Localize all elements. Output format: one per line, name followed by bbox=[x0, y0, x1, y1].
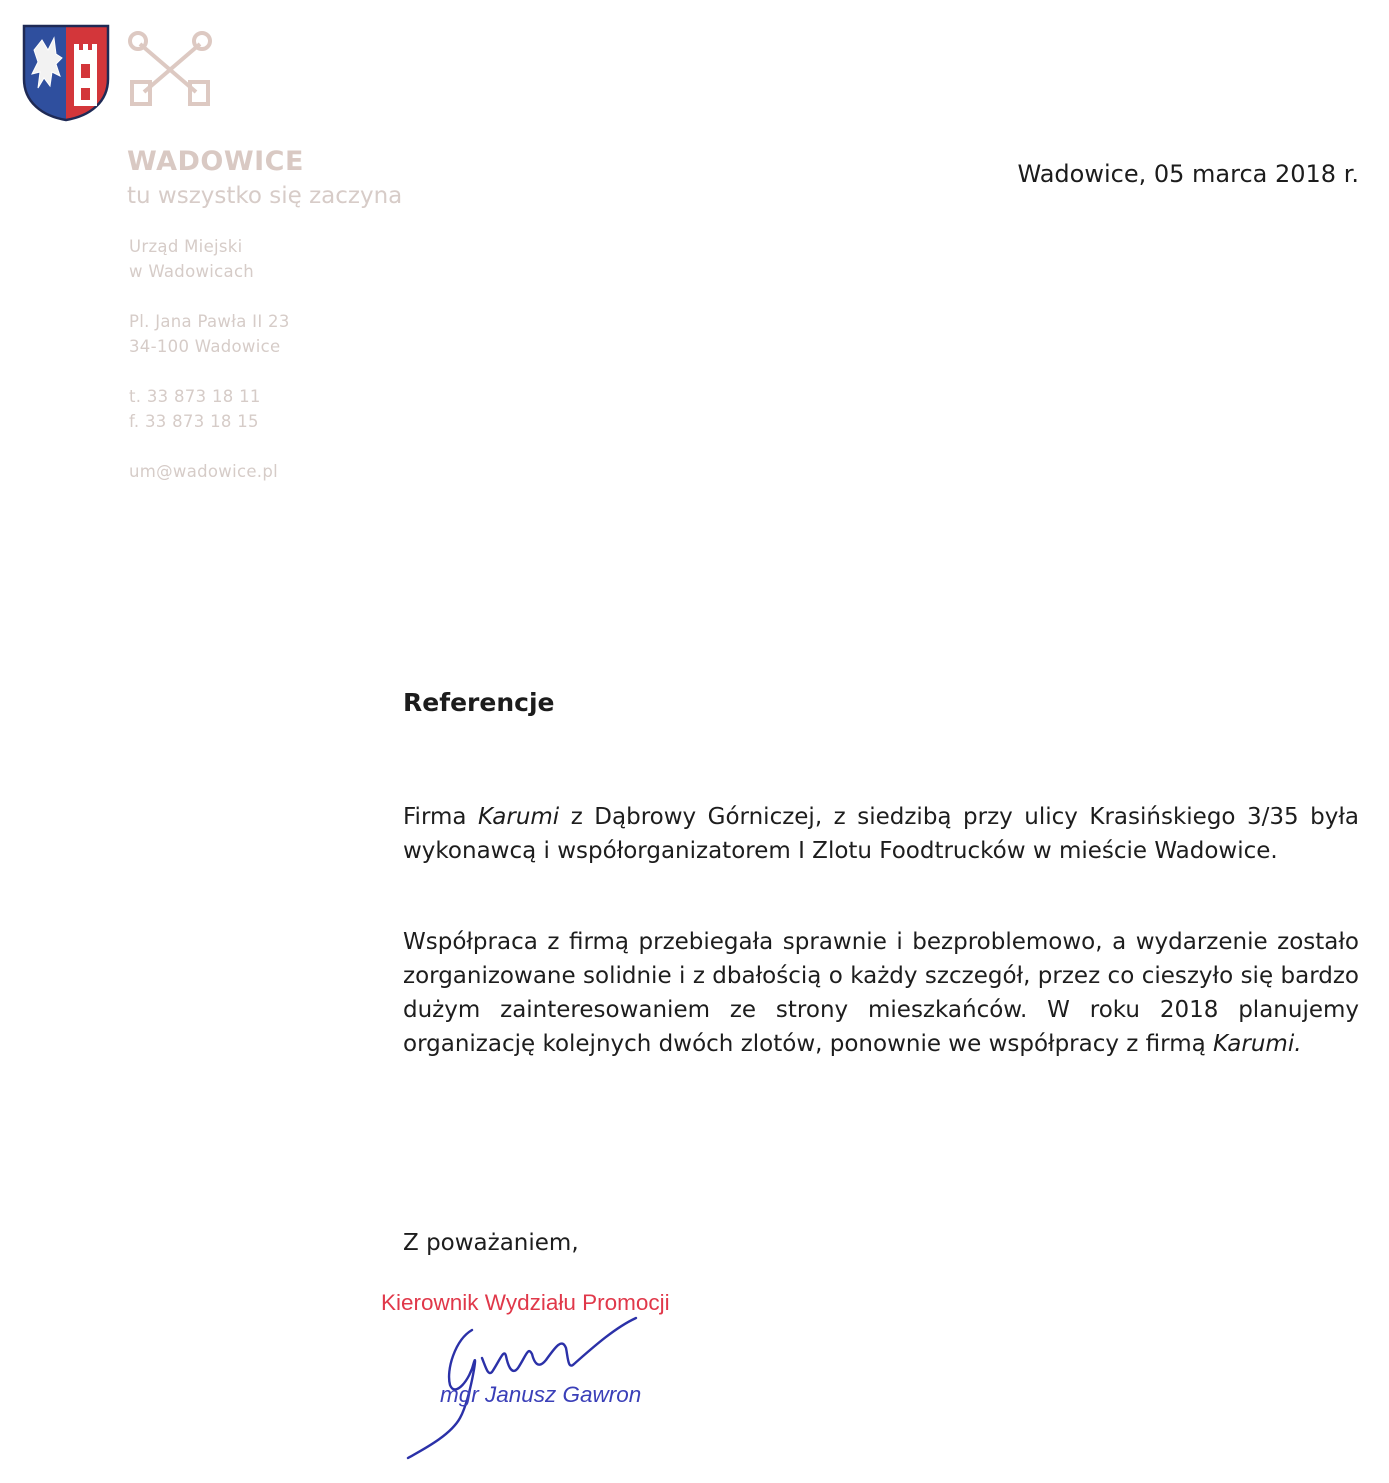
paragraph-1-text-b: z Dąbrowy Górniczej, z siedzibą przy ulicy Krasińskiego 3/35 była wykonawcą i współorganizatorem I Zlotu Foodtrucków w mieście Wadowice. bbox=[403, 804, 1360, 864]
phone-number: t. 33 873 18 11 bbox=[129, 387, 261, 406]
stamp-signatory-name: mgr Janusz Gawron bbox=[440, 1382, 642, 1407]
address-line-1: Pl. Jana Pawła II 23 bbox=[129, 312, 290, 331]
address-line-2: 34-100 Wadowice bbox=[129, 337, 281, 356]
stamp-position-title: Kierownik Wydziału Promocji bbox=[381, 1290, 670, 1315]
letter-date: Wadowice, 05 marca 2018 r. bbox=[1017, 160, 1359, 188]
office-line-2: w Wadowicach bbox=[129, 262, 255, 281]
company-name: Karumi. bbox=[1213, 1031, 1302, 1057]
paragraph-2-text: Współpraca z firmą przebiegała sprawnie i bezproblemowo, a wydarzenie zostało zorganizowane solidnie i z dbałością o każdy szczegół, przez co cieszyło się bardzo dużym zainteresowaniem ze strony mieszkańców. W roku 2018 planujemy organizację kolejnych dwóch zlotów, ponownie we współpracy z firmą bbox=[403, 929, 1359, 1057]
office-line-1: Urząd Miejski bbox=[129, 237, 243, 256]
city-tagline: tu wszystko się zaczyna bbox=[127, 183, 403, 209]
body-paragraph-2 bbox=[403, 925, 1359, 1061]
closing-salutation: Z poważaniem, bbox=[403, 1230, 579, 1256]
coat-of-arms-logo bbox=[22, 24, 110, 122]
body-paragraph-1 bbox=[403, 800, 1359, 868]
letter-title: Referencje bbox=[403, 688, 555, 717]
office-address bbox=[129, 309, 290, 359]
paragraph-1-text-a: Firma bbox=[403, 804, 479, 830]
office-name bbox=[129, 234, 254, 284]
office-contact bbox=[129, 384, 261, 434]
city-brand-name: WADOWICE bbox=[127, 146, 304, 177]
fax-number: f. 33 873 18 15 bbox=[129, 412, 259, 431]
office-email: um@wadowice.pl bbox=[129, 462, 279, 481]
crossed-keys-icon bbox=[124, 30, 216, 112]
company-name: Karumi bbox=[478, 804, 560, 830]
